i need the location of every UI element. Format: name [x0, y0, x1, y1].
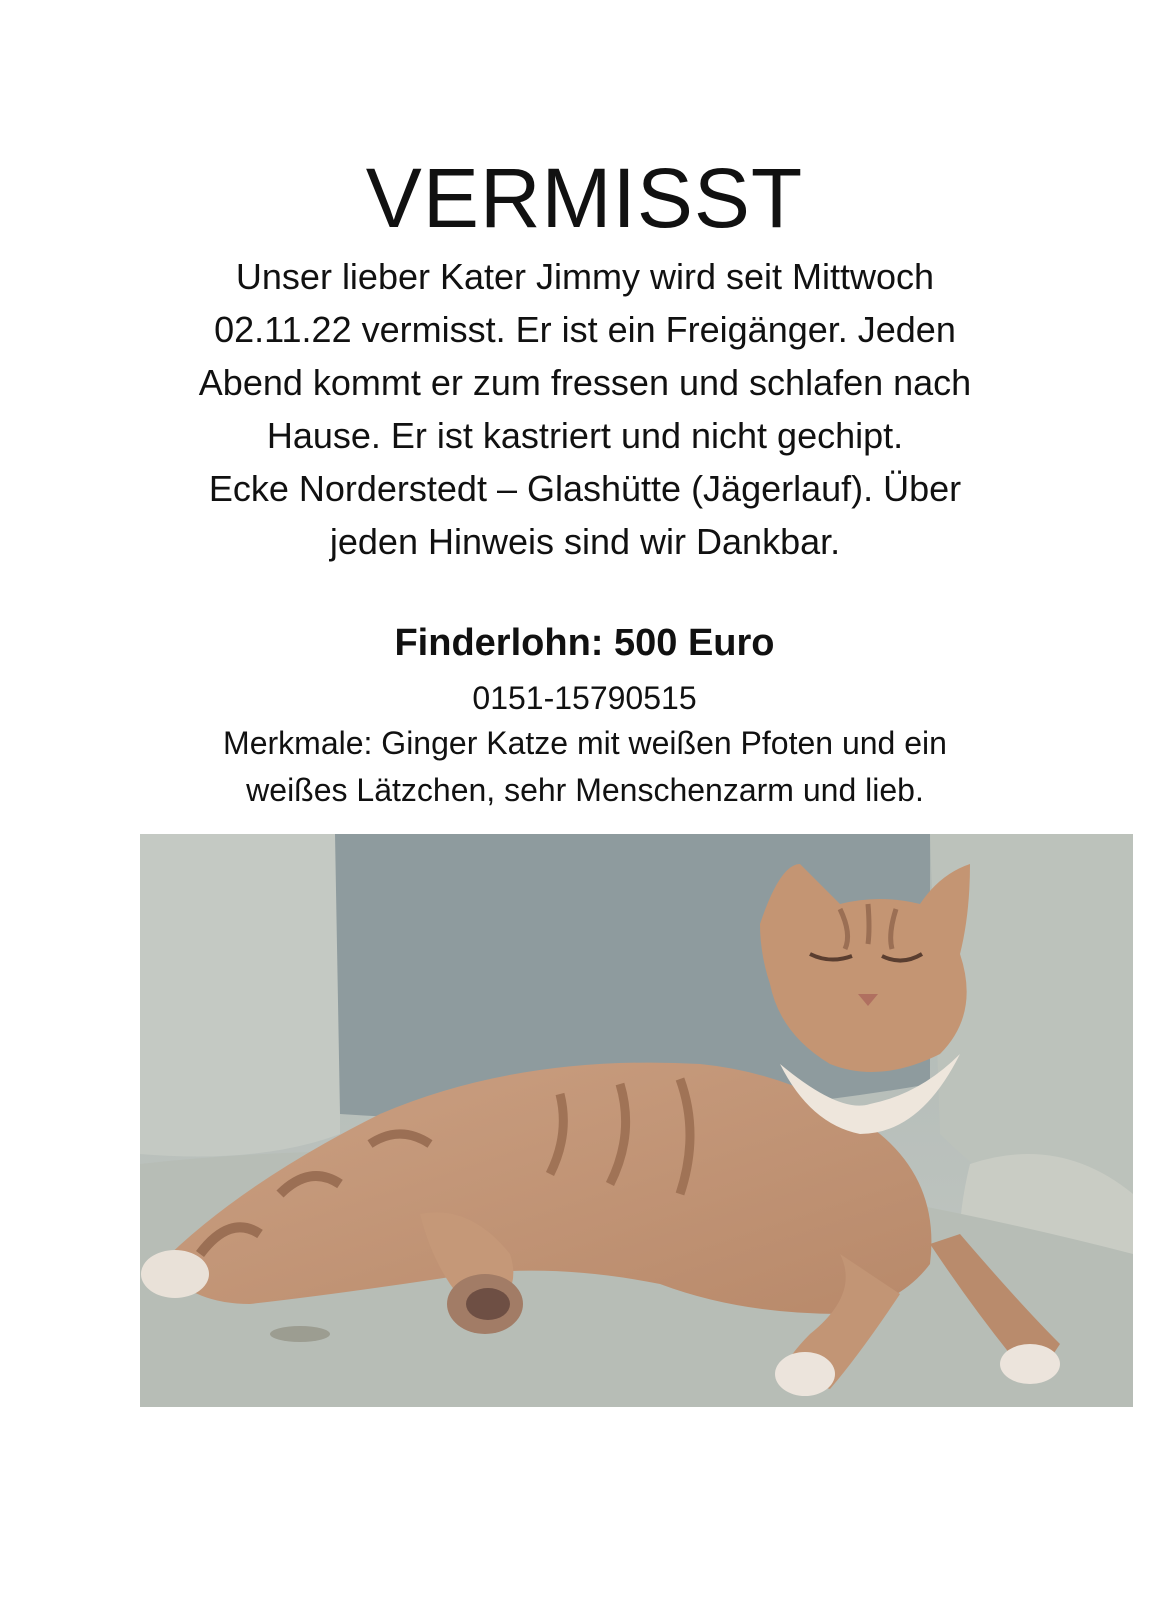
description-paragraph [140, 250, 1030, 568]
description-line: jeden Hinweis sind wir Dankbar. [329, 521, 841, 562]
left-cushion [140, 834, 340, 1157]
cat-photo [140, 834, 1133, 1407]
description-line: Hause. Er ist kastriert und nicht gechipt. [266, 415, 904, 456]
description-line: Ecke Norderstedt – Glashütte (Jägerlauf). Über [208, 468, 962, 509]
reward-heading: Finderlohn: 500 Euro [394, 622, 775, 664]
features-line: weißes Lätzchen, sehr Menschenzarm und lieb. [246, 772, 924, 808]
features-line: Merkmale: Ginger Katze mit weißen Pfoten und ein [223, 725, 947, 761]
description-line: 02.11.22 vermisst. Er ist ein Freigänger. Jeden [214, 309, 956, 350]
poster-title: VERMISST [365, 151, 804, 245]
description-line: Unser lieber Kater Jimmy wird seit Mittwoch [235, 256, 935, 297]
description-line: Abend kommt er zum fressen und schlafen nach [198, 362, 972, 403]
phone-number: 0151-15790515 [472, 680, 697, 716]
features-paragraph [140, 720, 1030, 814]
